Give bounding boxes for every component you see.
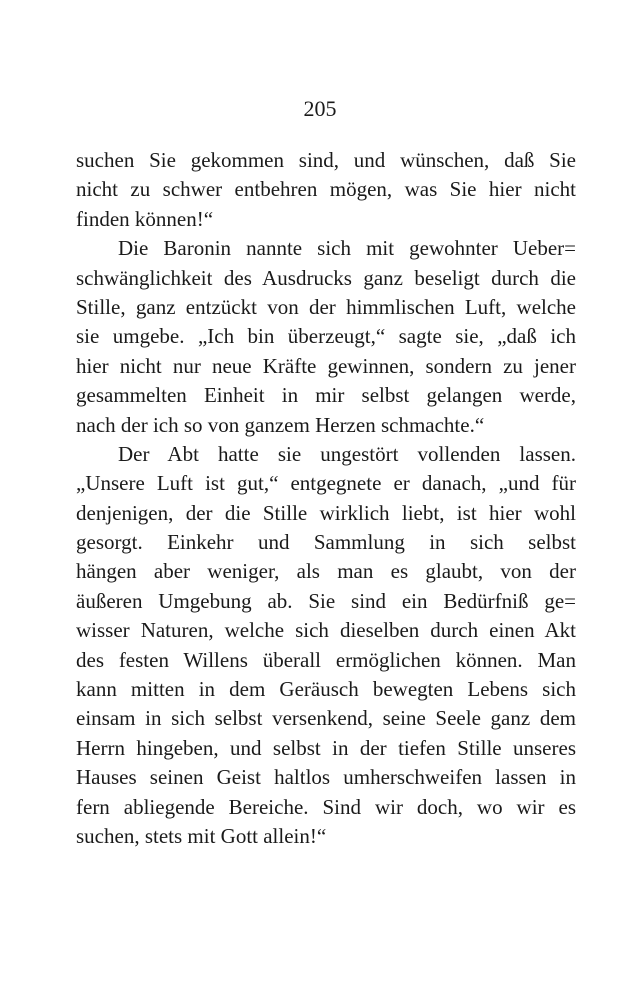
text-line: Herrn hingeben, und selbst in der tiefen Stille unseres bbox=[76, 735, 576, 760]
text-line: wisser Naturen, welche sich dieselben durch einen Akt bbox=[76, 618, 576, 643]
text-line: fern abliegende Bereiche. Sind wir doch, wo wir es bbox=[76, 794, 576, 819]
text-line: sie umgebe. „Ich bin überzeugt,“ sagte sie, „daß ich bbox=[76, 324, 576, 349]
text-line: einsam in sich selbst versenkend, seine Seele ganz dem bbox=[76, 706, 576, 731]
text-line: kann mitten in dem Geräusch bewegten Lebens sich bbox=[76, 677, 576, 702]
text-line: gesammelten Einheit in mir selbst gelangen werde, bbox=[76, 383, 576, 408]
text-line: Hauses seinen Geist haltlos umherschweifen lassen in bbox=[76, 765, 576, 790]
text-line: suchen, stets mit Gott allein!“ bbox=[76, 823, 327, 848]
text-line: Der Abt hatte sie ungestört vollenden lassen. bbox=[118, 441, 576, 466]
page-number: 205 bbox=[303, 96, 337, 121]
text-line: denjenigen, der die Stille wirklich liebt, ist hier wohl bbox=[76, 500, 576, 525]
text-line: Stille, ganz entzückt von der himmlischen Luft, welche bbox=[76, 294, 576, 319]
text-line: nach der ich so von ganzem Herzen schmachte.“ bbox=[76, 412, 485, 437]
text-line: hier nicht nur neue Kräfte gewinnen, sondern zu jener bbox=[76, 353, 576, 378]
text-line: Die Baronin nannte sich mit gewohnter Ueber= bbox=[118, 236, 576, 261]
text-line: gesorgt. Einkehr und Sammlung in sich selbst bbox=[76, 530, 576, 555]
text-line: suchen Sie gekommen sind, und wünschen, daß Sie bbox=[76, 148, 576, 172]
text-line: des festen Willens überall ermöglichen können. Man bbox=[76, 647, 576, 672]
text-line: finden können!“ bbox=[76, 206, 214, 231]
body-text bbox=[76, 146, 576, 851]
text-line: schwänglichkeit des Ausdrucks ganz beseligt durch die bbox=[76, 265, 576, 290]
text-line: „Unsere Luft ist gut,“ entgegnete er danach, „und für bbox=[76, 471, 576, 496]
text-line: nicht zu schwer entbehren mögen, was Sie hier nicht bbox=[76, 177, 576, 202]
text-line: hängen aber weniger, als man es glaubt, von der bbox=[76, 559, 576, 584]
text-line: äußeren Umgebung ab. Sie sind ein Bedürfniß ge= bbox=[76, 588, 576, 613]
